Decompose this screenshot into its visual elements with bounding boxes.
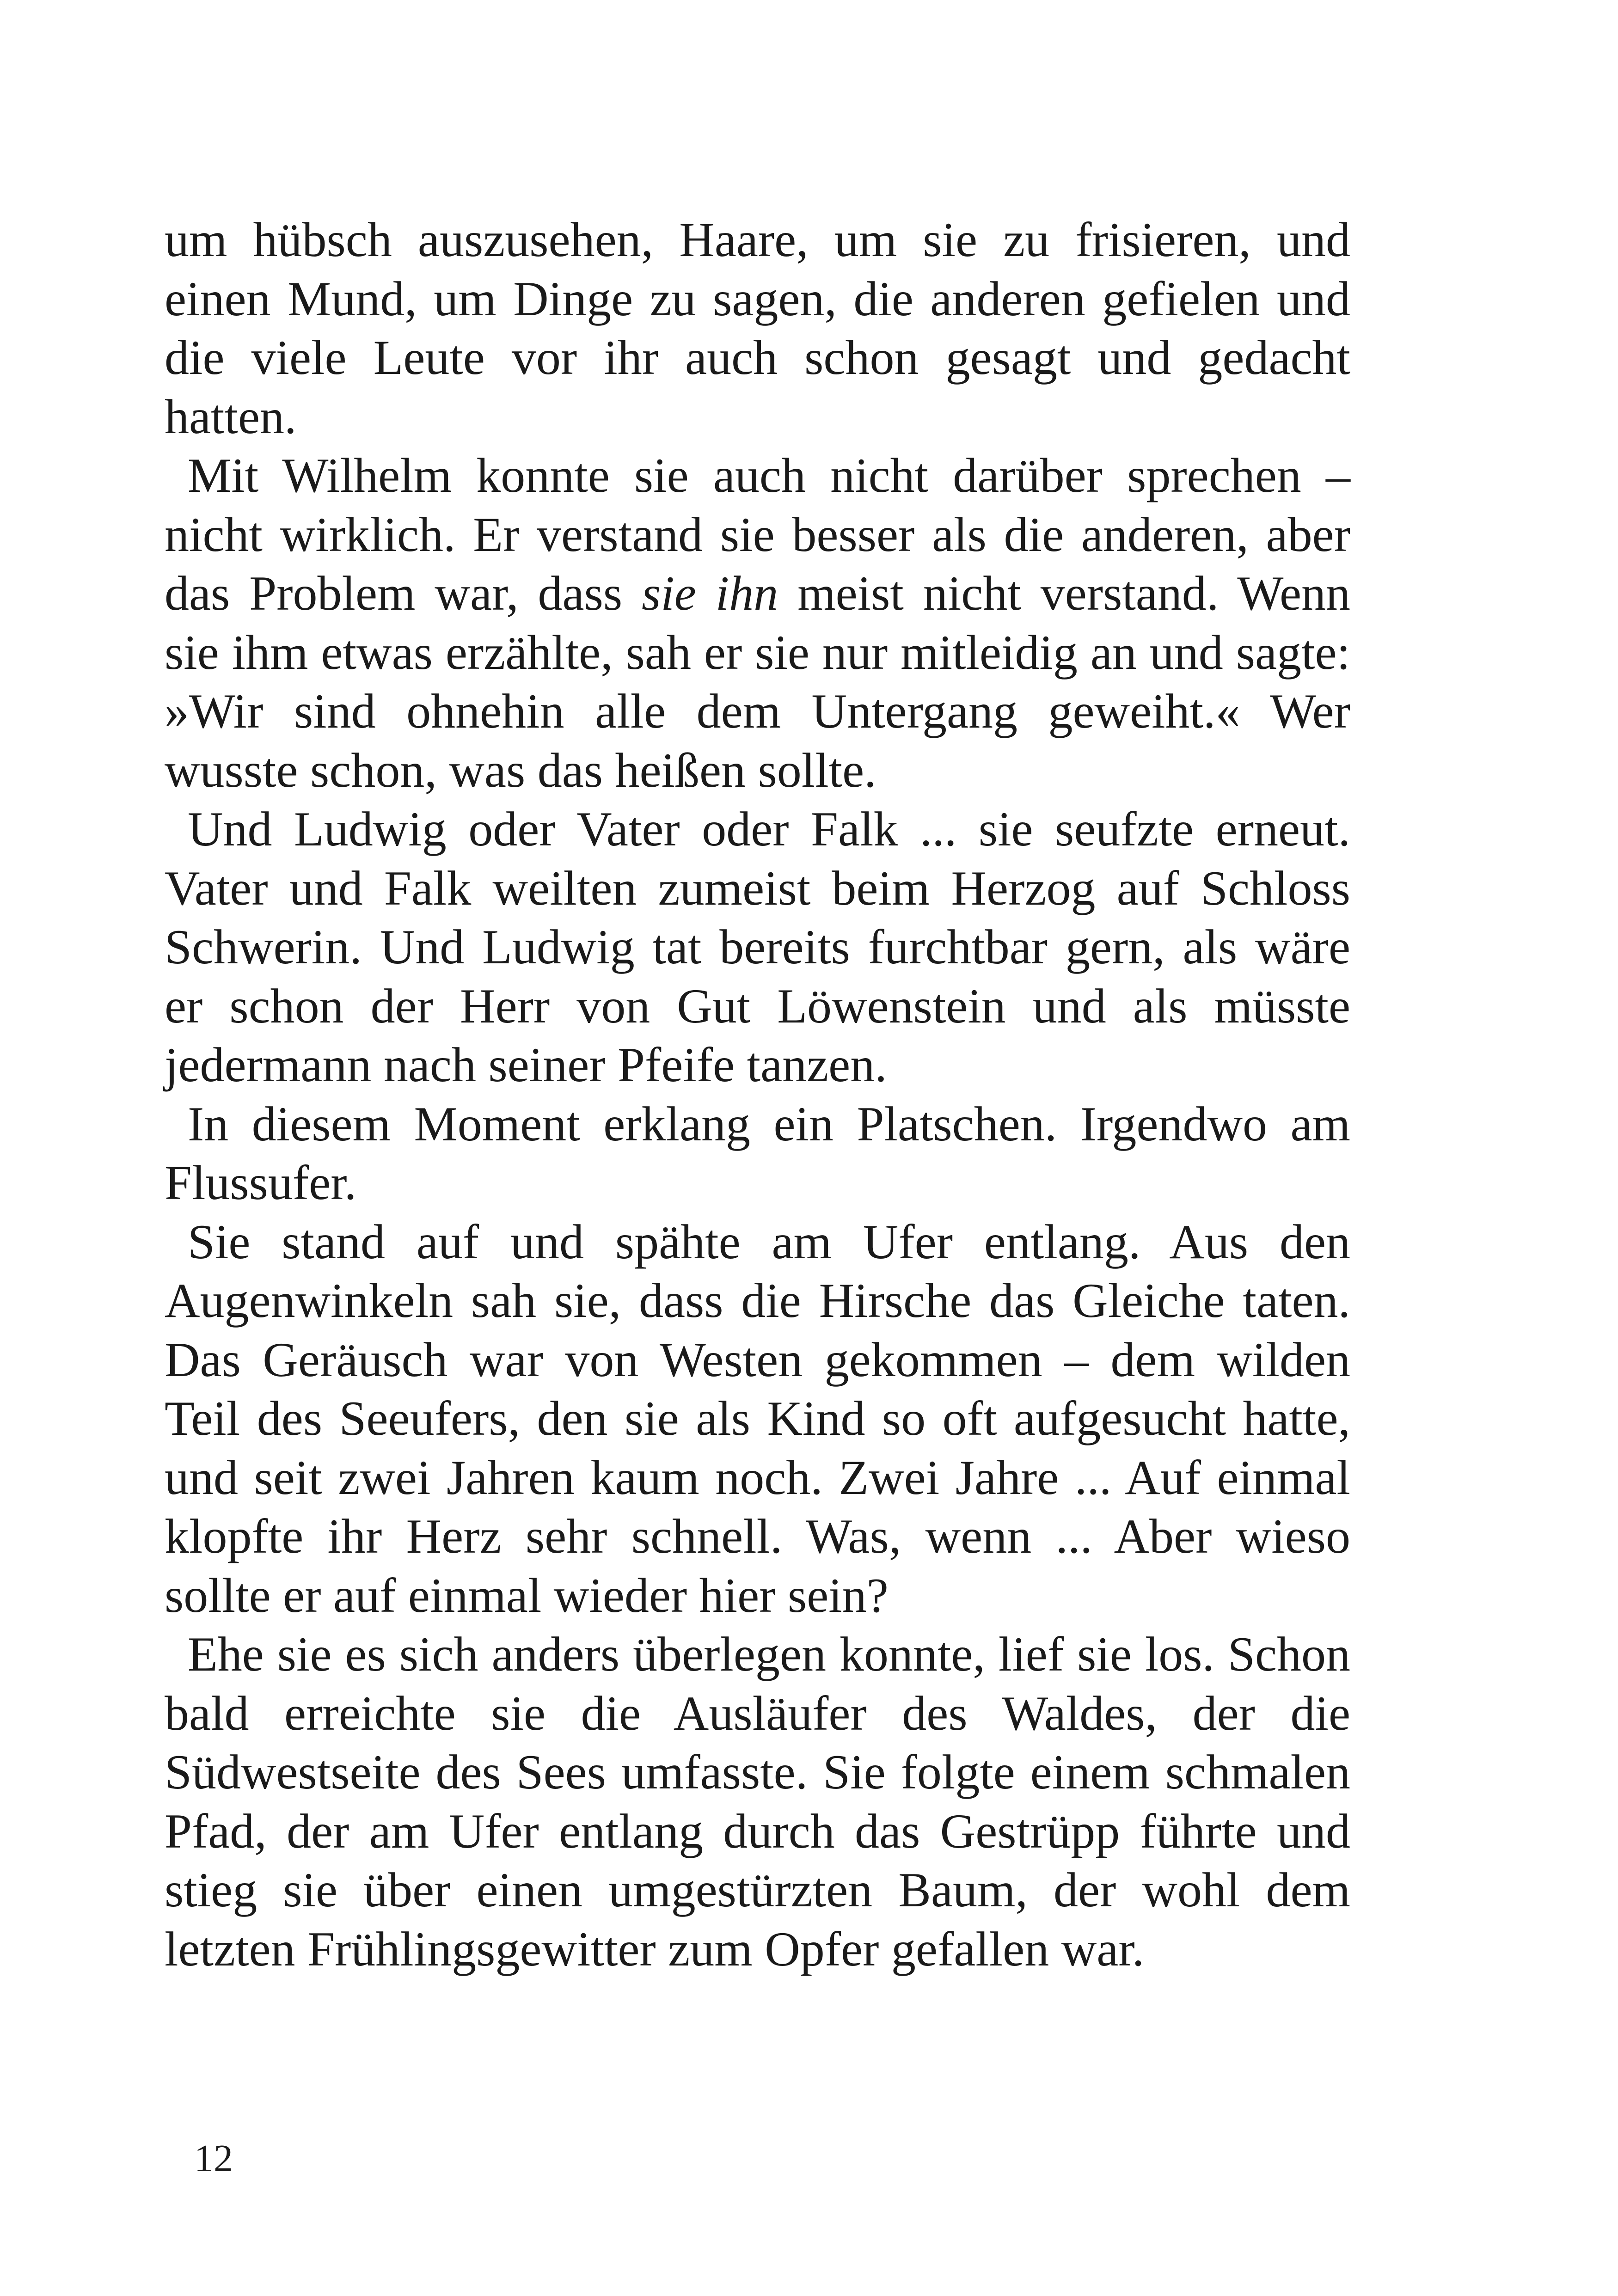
paragraph-2-text-after: meist nicht verstand. Wenn sie ihm etwas erzählte, sah er sie nur mitleidig an und sagte: »Wir sind ohnehin alle dem Untergang geweiht.« Wer wusste schon, was das heißen sollte. [165, 566, 1351, 797]
paragraph-2 [165, 446, 1350, 800]
paragraph-5: Sie stand auf und spähte am Ufer entlang. Aus den Augenwinkeln sah sie, dass die Hirsche das Gleiche taten. Das Geräusch war von Westen gekommen – dem wilden Teil des Seeufers, den sie als Kind so oft aufgesucht hatte, und seit zwei Jahren kaum noch. Zwei Jahre ... Auf einmal klopfte ihr Herz sehr schnell. Was, wenn ... Aber wieso sollte er auf einmal wieder hier sein? [165, 1214, 1350, 1623]
paragraph-1: um hübsch auszusehen, Haare, um sie zu frisieren, und einen Mund, um Dinge zu sagen, die anderen gefielen und die viele Leute vor ihr auch schon gesagt und gedacht hatten. [165, 213, 1350, 444]
page-number: 12 [194, 2137, 233, 2180]
paragraph-2-text-before: Mit Wilhelm konnte sie auch nicht darüber sprechen – nicht wirklich. Er verstand sie besser als die anderen, aber das Problem war, dass [165, 448, 1350, 620]
body-text [165, 210, 1350, 1978]
paragraph-3: Und Ludwig oder Vater oder Falk ... sie seufzte erneut. Vater und Falk weilten zumeist beim Herzog auf Schloss Schwerin. Und Ludwig tat bereits furchtbar gern, als wäre er schon der Herr von Gut Löwenstein und als müsste jedermann nach seiner Pfeife tanzen. [165, 802, 1350, 1092]
paragraph-2-emphasis: sie ihn [642, 566, 778, 620]
paragraph-6: Ehe sie es sich anders überlegen konnte, lief sie los. Schon bald erreichte sie die Ausläufer des Waldes, der die Südwestseite des Sees umfasste. Sie folgte einem schmalen Pfad, der am Ufer entlang durch das Gestrüpp führte und stieg sie über einen umgestürzten Baum, der wohl dem letzten Frühlingsgewitter zum Opfer gefallen war. [165, 1627, 1350, 1976]
paragraph-4: In diesem Moment erklang ein Platschen. Irgendwo am Flussufer. [165, 1096, 1350, 1210]
